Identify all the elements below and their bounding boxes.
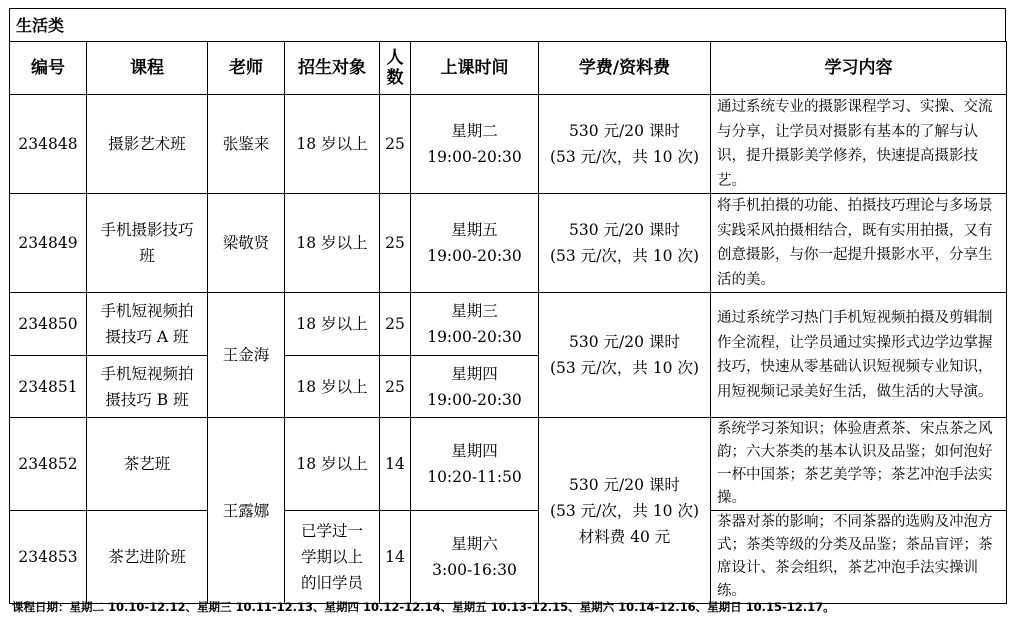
- audience: [285, 511, 380, 604]
- course-id: 234848: [10, 95, 87, 194]
- class-hours: 19:00-20:30: [427, 390, 522, 409]
- course-name: 茶艺进阶班: [87, 511, 208, 604]
- enrollment-count: 25: [380, 356, 411, 418]
- class-hours: 10:20-11:50: [427, 468, 522, 486]
- course-content: 系统学习茶知识；体验唐煮茶、宋点茶之风韵；六大茶类的基本认识及品鉴；如何泡好一杯中国茶；茶艺美学等；茶艺冲泡手法实操。: [711, 418, 1007, 511]
- audience: 18 岁以上: [285, 293, 380, 356]
- fee: [539, 293, 711, 418]
- header-course: 课程: [87, 42, 208, 95]
- fee-per-session: (53 元/次，共 10 次): [549, 501, 700, 520]
- course-content: 茶器对茶的影响；不同茶器的选购及冲泡方式；茶类等级的分类及品鉴；茶品盲评；茶席设计、茶会组织，茶艺冲泡手法实操训练。: [711, 511, 1007, 604]
- class-day: 星期六: [451, 535, 498, 553]
- course-content: 将手机拍摄的功能、拍摄技巧理论与多场景实践采风拍摄相结合，既有实用拍摄，又有创意摄影，与你一起提升摄影水平，分享生活的美。: [711, 194, 1007, 293]
- course-name-line2: 班: [139, 247, 155, 265]
- fee-total: 530 元/20 课时: [569, 221, 680, 239]
- class-hours: 3:00-16:30: [432, 561, 517, 579]
- table-row: [10, 194, 1007, 293]
- audience: 18 岁以上: [285, 418, 380, 511]
- table-row: [10, 293, 1007, 356]
- class-day: 星期四: [451, 442, 498, 460]
- enrollment-count: 25: [380, 194, 411, 293]
- table-row: [10, 511, 1007, 604]
- class-time: [411, 194, 539, 293]
- class-time: [411, 356, 539, 418]
- course-dates-note: 课程日期：星期二 10.10-12.12、星期三 10.11-12.13、星期四 10.12-12.14、星期五 10.13-12.15、星期六 10.14-12.16、星期日 10.15-12.17。: [12, 600, 835, 614]
- course-table: [9, 41, 1007, 604]
- fee-materials: 材料费 40 元: [578, 527, 671, 546]
- header-teacher: 老师: [208, 42, 285, 95]
- course-name: 摄影艺术班: [87, 95, 208, 194]
- course-id: 234849: [10, 194, 87, 293]
- course-content: 通过系统学习热门手机短视频拍摄及剪辑制作全流程，让学员通过实操形式边学边掌握技巧，快速从零基础认识短视频专业知识，用短视频记录美好生活，做生活的大导演。: [711, 293, 1007, 418]
- course-name-line2: 摄技巧 A 班: [105, 328, 189, 346]
- course-name-line1: 手机短视频拍: [100, 302, 194, 320]
- class-time: [411, 511, 539, 604]
- class-day: 星期三: [451, 302, 498, 320]
- course-id: 234852: [10, 418, 87, 511]
- course-id: 234850: [10, 293, 87, 356]
- class-time: [411, 418, 539, 511]
- course-sheet: [9, 8, 1006, 604]
- header-count: [380, 42, 411, 95]
- audience-line1: 已学过一: [300, 522, 363, 540]
- course-id: 234853: [10, 511, 87, 604]
- fee-total: 530 元/20 课时: [569, 333, 680, 351]
- fee-total: 530 元/20 课时: [569, 122, 680, 140]
- header-count-line2: 数: [386, 68, 404, 88]
- header-id: 编号: [10, 42, 87, 95]
- audience: 18 岁以上: [285, 95, 380, 194]
- header-audience: 招生对象: [285, 42, 380, 95]
- fee-per-session: (53 元/次，共 10 次): [549, 148, 700, 166]
- fee: [539, 95, 711, 194]
- header-content: 学习内容: [711, 42, 1007, 95]
- teacher-name: 王金海: [208, 293, 285, 418]
- enrollment-count: 14: [380, 418, 411, 511]
- header-fee: 学费/资料费: [539, 42, 711, 95]
- fee-total: 530 元/20 课时: [569, 475, 680, 494]
- course-content: 通过系统专业的摄影课程学习、实操、交流与分享，让学员对摄影有基本的了解与认识，提升摄影美学修养，快速提高摄影技艺。: [711, 95, 1007, 194]
- fee-per-session: (53 元/次，共 10 次): [549, 247, 700, 265]
- teacher-name: 梁敬贤: [208, 194, 285, 293]
- course-name-line2: 摄技巧 B 班: [105, 390, 189, 409]
- course-name: 茶艺班: [87, 418, 208, 511]
- section-title: 生活类: [9, 8, 1006, 41]
- teacher-name: 张鉴来: [208, 95, 285, 194]
- audience-line2: 学期以上: [300, 548, 363, 566]
- header-count-line1: 人: [386, 48, 404, 68]
- course-name-line1: 手机摄影技巧: [100, 221, 194, 239]
- class-day: 星期四: [451, 364, 498, 383]
- enrollment-count: 14: [380, 511, 411, 604]
- class-time: [411, 95, 539, 194]
- class-time: [411, 293, 539, 356]
- class-hours: 19:00-20:30: [427, 148, 522, 166]
- teacher-name: 王露娜: [208, 418, 285, 604]
- table-row: [10, 418, 1007, 511]
- enrollment-count: 25: [380, 293, 411, 356]
- fee: [539, 418, 711, 604]
- fee: [539, 194, 711, 293]
- course-id: 234851: [10, 356, 87, 418]
- audience: 18 岁以上: [285, 194, 380, 293]
- course-name-line1: 手机短视频拍: [100, 364, 194, 383]
- header-time: 上课时间: [411, 42, 539, 95]
- class-day: 星期五: [451, 221, 498, 239]
- class-day: 星期二: [451, 122, 498, 140]
- enrollment-count: 25: [380, 95, 411, 194]
- course-name: [87, 293, 208, 356]
- table-row: [10, 95, 1007, 194]
- header-row: [10, 42, 1007, 95]
- fee-per-session: (53 元/次，共 10 次): [549, 359, 700, 377]
- class-hours: 19:00-20:30: [427, 328, 522, 346]
- course-name: [87, 194, 208, 293]
- audience: 18 岁以上: [285, 356, 380, 418]
- class-hours: 19:00-20:30: [427, 247, 522, 265]
- audience-line3: 的旧学员: [300, 574, 363, 592]
- course-name: [87, 356, 208, 418]
